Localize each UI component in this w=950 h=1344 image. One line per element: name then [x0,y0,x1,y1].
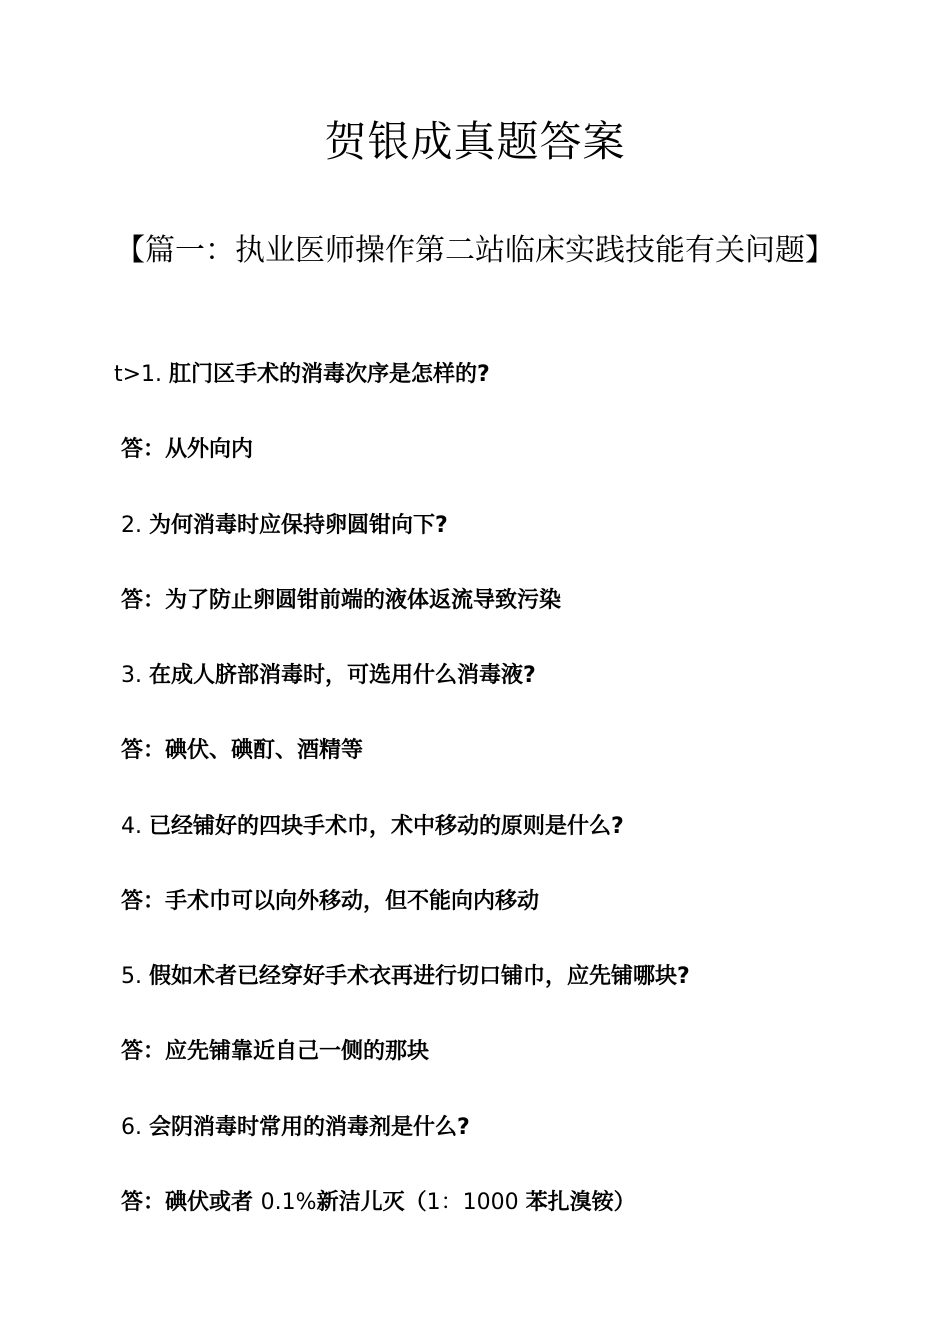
question-2 [121,510,448,542]
question-1 [114,359,490,391]
answer-3: 答：碘伏、碘酊、酒精等 [121,738,364,763]
question-number: 3. [121,663,149,688]
answer-part: 0.1% [260,1190,317,1215]
question-4 [121,811,624,843]
answer-part: 答：碘伏或者 [121,1190,261,1215]
answer-part: 苯扎溴铵） [525,1190,636,1215]
question-text: 肛门区手术的消毒次序是怎样的? [169,362,490,387]
question-6 [121,1112,470,1144]
question-5 [121,961,690,993]
question-number: 2. [121,513,149,538]
question-number: 4. [121,814,149,839]
answer-part: 新洁儿灭（ [316,1190,427,1215]
document-title: 贺银成真题答案 [324,117,626,166]
question-text: 为何消毒时应保持卵圆钳向下? [148,513,448,538]
question-text: 假如术者已经穿好手术衣再进行切口铺巾，应先铺哪块? [148,964,690,989]
answer-part: 1：1000 [426,1190,526,1215]
question-text: 已经铺好的四块手术巾，术中移动的原则是什么? [148,814,624,839]
question-3 [121,660,536,692]
answer-4: 答：手术巾可以向外移动，但不能向内移动 [121,889,540,914]
section-title: 【篇一：执业医师操作第二站临床实践技能有关问题】 [115,233,835,268]
answer-2: 答：为了防止卵圆钳前端的液体返流导致污染 [121,588,562,613]
question-text: 在成人脐部消毒时，可选用什么消毒液? [148,663,536,688]
answer-5: 答：应先铺靠近自己一侧的那块 [121,1039,430,1064]
question-text: 会阴消毒时常用的消毒剂是什么? [148,1115,470,1140]
question-number: 6. [121,1115,149,1140]
question-number: 5. [121,964,149,989]
question-number: t>1. [114,362,170,387]
answer-6 [121,1187,636,1219]
answer-1: 答：从外向内 [121,437,254,462]
